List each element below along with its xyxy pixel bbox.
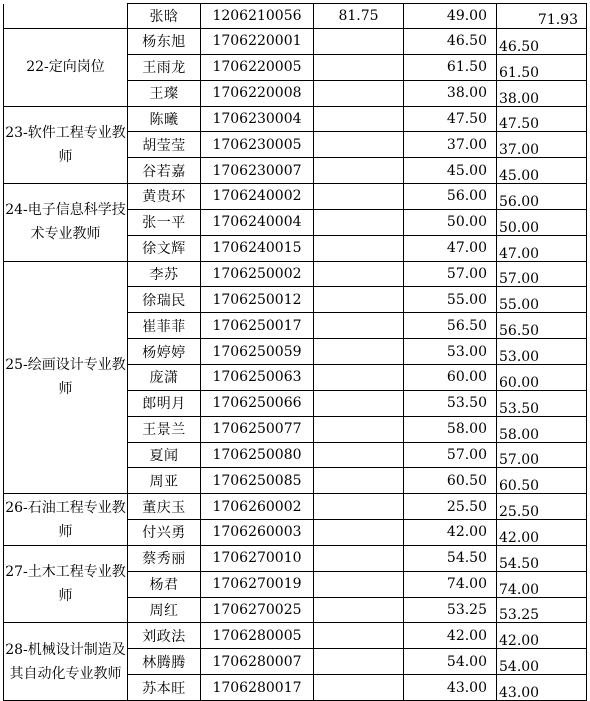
written-score [314,545,404,571]
interview-score: 37.00 [404,132,497,158]
candidate-id: 1706250063 [201,364,314,390]
group-cell [4,4,128,29]
candidate-name: 王景兰 [128,416,201,442]
group-label: 26-石油工程专业教师 [4,494,128,546]
total-score: 42.00 [497,520,587,546]
interview-score: 45.00 [404,158,497,184]
candidate-name: 杨东旭 [128,29,201,55]
total-score: 43.00 [497,675,587,701]
table-row [4,494,587,520]
interview-score: 53.00 [404,339,497,365]
interview-score: 53.50 [404,390,497,416]
candidate-id: 1706240015 [201,235,314,261]
interview-score: 74.00 [404,571,497,597]
interview-score: 42.00 [404,623,497,649]
total-score: 53.50 [497,390,587,416]
candidate-id: 1706270010 [201,545,314,571]
total-score: 58.00 [497,416,587,442]
interview-score: 56.50 [404,313,497,339]
total-score: 47.00 [497,235,587,261]
interview-score: 56.00 [404,184,497,210]
interview-score: 58.00 [404,416,497,442]
candidate-name: 杨婷婷 [128,339,201,365]
interview-score: 42.00 [404,520,497,546]
interview-score: 47.50 [404,106,497,132]
written-score [314,623,404,649]
written-score [314,520,404,546]
candidate-name: 蔡秀丽 [128,545,201,571]
table-row [4,106,587,132]
group-label: 25-绘画设计专业教师 [4,261,128,494]
candidate-name: 王雨龙 [128,54,201,80]
total-score: 56.50 [497,313,587,339]
written-score [314,597,404,623]
candidate-id: 1706270025 [201,597,314,623]
candidate-id: 1706220005 [201,54,314,80]
total-score: 56.00 [497,184,587,210]
group-label: 24-电子信息科学技术专业教师 [4,184,128,262]
interview-score: 57.00 [404,261,497,287]
total-score: 25.50 [497,494,587,520]
candidate-id: 1706250017 [201,313,314,339]
written-score [314,571,404,597]
total-score: 61.50 [497,54,587,80]
written-score [314,209,404,235]
interview-score: 60.50 [404,468,497,494]
candidate-id: 1706280007 [201,649,314,675]
candidate-id: 1706250012 [201,287,314,313]
interview-score: 49.00 [404,4,497,29]
total-score: 54.50 [497,545,587,571]
written-score [314,416,404,442]
total-score: 57.00 [497,442,587,468]
candidate-name: 周亚 [128,468,201,494]
interview-score: 47.00 [404,235,497,261]
candidate-id: 1706250002 [201,261,314,287]
candidate-id: 1706240002 [201,184,314,210]
candidate-name: 张晗 [128,4,201,29]
written-score [314,313,404,339]
group-label: 27-土木工程专业教师 [4,545,128,623]
group-label: 28-机械设计制造及其自动化专业教师 [4,623,128,701]
candidate-name: 李苏 [128,261,201,287]
candidate-id: 1706280017 [201,675,314,701]
written-score [314,184,404,210]
interview-score: 54.50 [404,545,497,571]
candidate-name: 杨君 [128,571,201,597]
group-label: 23-软件工程专业教师 [4,106,128,184]
candidate-name: 张一平 [128,209,201,235]
candidate-id: 1706250085 [201,468,314,494]
written-score [314,468,404,494]
total-score: 74.00 [497,571,587,597]
table-row [4,29,587,55]
total-score: 71.93 [497,4,587,29]
candidate-id: 1706250077 [201,416,314,442]
written-score [314,339,404,365]
candidate-id: 1706230004 [201,106,314,132]
candidate-name: 王璨 [128,80,201,106]
written-score [314,54,404,80]
candidate-name: 夏闻 [128,442,201,468]
candidate-id: 1706260003 [201,520,314,546]
total-score: 54.00 [497,649,587,675]
group-label: 22-定向岗位 [4,29,128,107]
candidate-name: 董庆玉 [128,494,201,520]
table-row [4,4,587,29]
written-score [314,235,404,261]
candidate-name: 徐瑞民 [128,287,201,313]
written-score [314,261,404,287]
written-score [314,442,404,468]
total-score: 53.00 [497,339,587,365]
table-row [4,261,587,287]
interview-score: 43.00 [404,675,497,701]
interview-score: 60.00 [404,364,497,390]
written-score [314,649,404,675]
interview-score: 55.00 [404,287,497,313]
score-table-body [4,4,587,701]
total-score: 38.00 [497,80,587,106]
table-row [4,184,587,210]
candidate-id: 1206210056 [201,4,314,29]
written-score [314,158,404,184]
written-score: 81.75 [314,4,404,29]
candidate-name: 庞潇 [128,364,201,390]
written-score [314,390,404,416]
candidate-name: 刘政法 [128,623,201,649]
total-score: 47.50 [497,106,587,132]
candidate-id: 1706260002 [201,494,314,520]
total-score: 53.25 [497,597,587,623]
candidate-name: 胡莹莹 [128,132,201,158]
candidate-name: 谷若嘉 [128,158,201,184]
candidate-id: 1706250080 [201,442,314,468]
interview-score: 46.50 [404,29,497,55]
written-score [314,29,404,55]
interview-score: 61.50 [404,54,497,80]
total-score: 45.00 [497,158,587,184]
written-score [314,106,404,132]
total-score: 46.50 [497,29,587,55]
total-score: 42.00 [497,623,587,649]
written-score [314,132,404,158]
candidate-name: 徐文辉 [128,235,201,261]
candidate-id: 1706230005 [201,132,314,158]
candidate-id: 1706220008 [201,80,314,106]
table-row [4,545,587,571]
candidate-name: 苏本旺 [128,675,201,701]
interview-score: 25.50 [404,494,497,520]
candidate-id: 1706280005 [201,623,314,649]
candidate-name: 周红 [128,597,201,623]
candidate-name: 黄贵环 [128,184,201,210]
candidate-id: 1706230007 [201,158,314,184]
candidate-id: 1706220001 [201,29,314,55]
table-row [4,623,587,649]
written-score [314,287,404,313]
written-score [314,494,404,520]
interview-score: 53.25 [404,597,497,623]
total-score: 50.00 [497,209,587,235]
candidate-name: 郎明月 [128,390,201,416]
interview-score: 54.00 [404,649,497,675]
candidate-id: 1706270019 [201,571,314,597]
total-score: 60.00 [497,364,587,390]
total-score: 37.00 [497,132,587,158]
written-score [314,675,404,701]
candidate-id: 1706240004 [201,209,314,235]
score-table [3,3,587,701]
candidate-id: 1706250066 [201,390,314,416]
total-score: 57.00 [497,261,587,287]
interview-score: 57.00 [404,442,497,468]
candidate-id: 1706250059 [201,339,314,365]
interview-score: 50.00 [404,209,497,235]
written-score [314,80,404,106]
candidate-name: 陈曦 [128,106,201,132]
candidate-name: 付兴勇 [128,520,201,546]
candidate-name: 崔菲菲 [128,313,201,339]
interview-score: 38.00 [404,80,497,106]
total-score: 55.00 [497,287,587,313]
candidate-name: 林腾腾 [128,649,201,675]
written-score [314,364,404,390]
total-score: 60.50 [497,468,587,494]
